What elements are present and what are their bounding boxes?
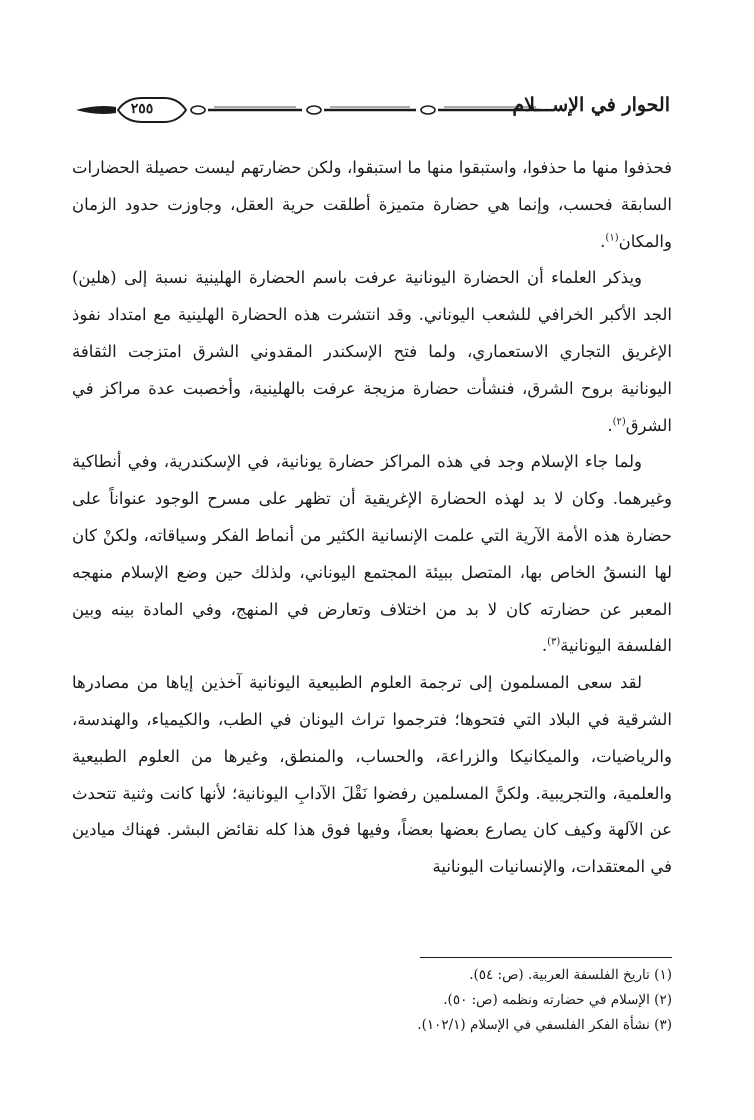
- footnote-marker: (١): [605, 232, 619, 244]
- footnote: (١) تاريخ الفلسفة العربية. (ص: ٥٤).: [469, 967, 672, 983]
- footnote-marker: (٢): [612, 416, 626, 428]
- page-header: [74, 90, 670, 130]
- footnote-separator: [420, 957, 672, 958]
- main-text: [72, 150, 672, 886]
- paragraph: ولما جاء الإسلام وجد في هذه المراكز حضارة يونانية، في الإسكندرية، وفي أنطاكية وغيرهما. وكان لا بد لهذه الحضارة الإغريقية أن تظهر على مسرح الوجود عنواناً على حضارة هذه الأمة الآرية التي علمت الإنسانية الكثير من أنماط الفكر وسياقاته، ولكنْ كان لها النسقُ الخاص بها، المتصل ببيئة المجتمع اليوناني، ولذلك حين وضع الإسلام منهجه المعبر عن حضارته كان لا بد من اختلاف وتعارض في المنهج، وفي المادة بينه وبين الفلسفة اليونانية$^{(٣)}$.: [72, 452, 672, 656]
- paragraph: ويذكر العلماء أن الحضارة اليونانية عرفت باسم الحضارة الهلينية نسبة إلى (هلين) الجد الأكبر الخرافي للشعب اليوناني. وقد انتشرت هذه الحضارة الهلينية مع امتداد نفوذ الإغريق التجاري الاستعماري، ولما فتح الإسكندر المقدوني الشرق امتزجت الثقافة اليونانية بروح الشرق، فنشأت حضارة مزيجة عرفت بالهلينية، وأخصبت عدة مراكز في الشرق$^{(٢)}$.: [72, 268, 672, 435]
- page-number: ٢٥٥: [130, 101, 154, 117]
- paragraph: فحذفوا منها ما حذفوا، واستبقوا منها ما استبقوا، ولكن حضارتهم ليست حصيلة الحضارات السابقة فحسب، وإنما هي حضارة متميزة أطلقت حرية العقل، وجاوزت حدود الزمان والمكان$^{(١)}$.: [72, 158, 672, 251]
- running-title: الحوار في الإســـلام: [512, 94, 670, 116]
- paragraph: لقد سعى المسلمون إلى ترجمة العلوم الطبيعية اليونانية آخذين إياها من مصادرها الشرقية في البلاد التي فتحوها؛ فترجموا تراث اليونان في الطب، والكيمياء، والهندسة، والرياضيات، والميكانيكا والزراعة، والحساب، والمنطق، وغيرها من العلوم الطبيعية والعلمية، والتجريبية. ولكنَّ المسلمين رفضوا نَقْلَ الآدابِ اليونانية؛ لأنها كانت وثنية تتحدث عن الآلهة وكيف كان يصارع بعضها بعضاً، وفيها فوق هذا كله نقائض البشر. فهناك ميادين في المعتقدات، والإنسانيات اليونانية: [72, 673, 672, 877]
- footnotes: [72, 963, 672, 1038]
- footnote-marker: (٣): [547, 636, 561, 648]
- footnote: (٢) الإسلام في حضارته ونظمه (ص: ٥٠).: [443, 992, 672, 1008]
- footnote: (٣) نشأة الفكر الفلسفي في الإسلام (١٠٢/١).: [417, 1017, 672, 1033]
